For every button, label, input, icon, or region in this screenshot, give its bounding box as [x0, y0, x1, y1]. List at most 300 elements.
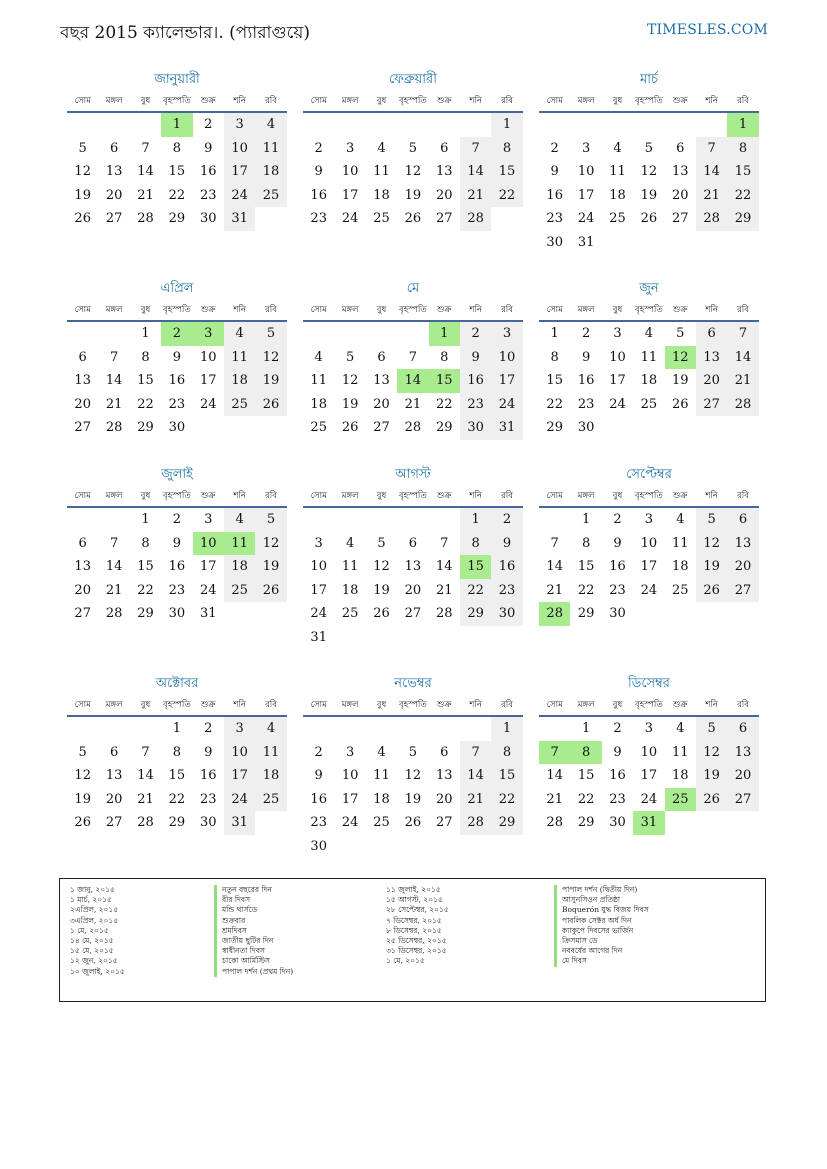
day-cell: 21: [435, 582, 453, 598]
week-row: [67, 160, 287, 184]
week-row: [539, 113, 759, 137]
day-cell: 21: [404, 396, 422, 412]
day-cell: 31: [224, 207, 255, 231]
weekday-label: সোম: [310, 305, 327, 315]
weekday-label: শুক্র: [673, 96, 688, 106]
empty-day-cell: [303, 322, 334, 346]
weekday-label: রবি: [265, 700, 277, 710]
day-cell: 10: [341, 164, 359, 180]
day-cell: 20: [671, 187, 689, 203]
day-cell: 4: [676, 721, 685, 736]
weekday-label: সোম: [74, 96, 91, 106]
empty-day-cell: [633, 231, 664, 255]
month-calendar: [303, 465, 523, 660]
day-cell: 29: [577, 815, 595, 831]
day-cell: 24: [609, 396, 626, 412]
legend-holiday-name: মন্ডি থার্সডে: [214, 905, 293, 915]
day-cell: 25: [255, 788, 286, 812]
day-cell: 12: [696, 741, 727, 765]
day-cell: 24: [341, 211, 359, 227]
day-cell: 23: [609, 582, 626, 598]
weekday-label: রবি: [501, 96, 513, 106]
weekday-label: বুধ: [376, 96, 387, 106]
empty-day-cell: [727, 416, 758, 440]
day-cell: 17: [199, 559, 217, 575]
empty-day-cell: [696, 231, 727, 255]
day-cell: 13: [435, 768, 453, 784]
day-cell: 24: [577, 211, 595, 227]
day-cell: 15: [137, 559, 154, 575]
day-cell: 19: [74, 791, 91, 807]
weekday-label: শুক্র: [437, 700, 452, 710]
day-cell: 22: [546, 396, 563, 412]
week-row: [539, 532, 759, 556]
month-calendar: [303, 70, 523, 265]
empty-day-cell: [429, 626, 460, 650]
legend-holiday-name: Boquerón যুদ্ধ বিজয় দিবস: [554, 905, 649, 915]
day-cell: 27: [105, 815, 123, 831]
weekday-label: রবি: [265, 305, 277, 315]
day-cell: 16: [460, 369, 491, 393]
empty-day-cell: [130, 717, 161, 741]
day-cell: 29: [137, 420, 154, 436]
weekday-label: বৃহস্পতি: [634, 491, 663, 501]
day-cell: 24: [640, 582, 658, 598]
week-row: [67, 532, 287, 556]
month-calendar: [539, 279, 759, 474]
month-name: এপ্রিল: [160, 281, 194, 296]
day-cell: 22: [491, 788, 522, 812]
legend-holiday-name: আসুনসিওন প্রতিষ্ঠা: [554, 895, 649, 905]
day-cell: 13: [373, 373, 390, 389]
day-cell: 14: [137, 768, 154, 784]
weekday-header: [303, 299, 523, 322]
legend-holiday-name: ক্যাকুপে দিবসের ভার্জিন: [554, 926, 649, 936]
month-calendar: [67, 70, 287, 265]
legend-holiday-name: জাতীয় ছুটির দিন: [214, 936, 293, 946]
empty-day-cell: [665, 416, 696, 440]
weekday-label: রবি: [737, 491, 749, 501]
day-cell: 1: [581, 512, 591, 527]
month-name: জানুয়ারী: [154, 72, 200, 87]
day-cell: 27: [74, 606, 91, 622]
day-cell: 2: [613, 512, 622, 527]
weekday-label: বুধ: [376, 491, 387, 501]
weekday-label: সোম: [74, 700, 91, 710]
day-cell: 26: [404, 211, 422, 227]
weekday-header: [67, 299, 287, 322]
weekday-label: সোম: [310, 700, 327, 710]
month-name: নভেম্বর: [394, 676, 432, 691]
day-cell: 12: [255, 532, 286, 556]
day-cell: 26: [671, 396, 689, 412]
weekday-label: রবি: [737, 96, 749, 106]
day-cell: 4: [613, 140, 622, 156]
day-cell: 22: [168, 187, 186, 203]
day-cell: 7: [550, 535, 559, 551]
weekday-label: শুক্র: [201, 491, 216, 501]
week-row: [539, 160, 759, 184]
weekday-label: বৃহস্পতি: [162, 491, 191, 501]
day-cell: 18: [255, 160, 286, 184]
legend-date: ১ মে, ২০১৫: [70, 925, 109, 935]
month-name: জুলাই: [161, 467, 193, 482]
weekday-label: বৃহস্পতি: [634, 305, 663, 315]
day-cell: 7: [141, 140, 150, 156]
day-cell: 21: [546, 582, 563, 598]
legend-date: ২এপ্রিল, ২০১৫: [70, 905, 119, 915]
day-cell: 27: [373, 420, 390, 436]
month-name: আগস্ট: [395, 467, 431, 482]
day-cell: 25: [373, 211, 390, 227]
day-cell: 17: [224, 764, 255, 788]
day-cell: 9: [550, 164, 559, 180]
day-cell: 1: [491, 113, 522, 137]
day-cell: 26: [341, 420, 359, 436]
day-cell: 20: [105, 187, 123, 203]
weekday-label: বুধ: [376, 700, 387, 710]
week-row: [303, 508, 523, 532]
day-cell: 31: [577, 234, 595, 250]
day-cell: 23: [199, 187, 217, 203]
legend-date: ৩এপ্রিল, ২০১৫: [70, 915, 119, 925]
empty-day-cell: [665, 602, 696, 626]
legend-date: ১৫ আগস্ট, ২০১৫: [386, 895, 443, 905]
empty-day-cell: [727, 602, 758, 626]
weekday-header: [303, 694, 523, 717]
day-cell: 4: [345, 535, 355, 551]
day-cell: 3: [491, 322, 522, 346]
day-cell: 16: [577, 373, 595, 389]
week-row: [67, 508, 287, 532]
day-cell: 18: [224, 555, 255, 579]
empty-day-cell: [98, 717, 129, 741]
week-row: [303, 602, 523, 626]
day-cell: 29: [435, 420, 453, 436]
day-cell: 11: [671, 535, 689, 551]
empty-day-cell: [491, 626, 522, 650]
empty-day-cell: [303, 113, 334, 137]
day-cell: 16: [609, 768, 626, 784]
week-row: [67, 322, 287, 346]
day-cell: 20: [696, 369, 727, 393]
empty-day-cell: [727, 231, 758, 255]
day-cell: 2: [550, 140, 559, 156]
day-cell: 6: [676, 140, 685, 156]
day-cell: 29: [727, 207, 758, 231]
day-cell: 29: [137, 606, 154, 622]
day-cell: 22: [577, 582, 595, 598]
legend-holiday-name: মে দিবস: [554, 956, 649, 966]
day-cell: 11: [255, 741, 286, 765]
day-cell: 17: [199, 373, 217, 389]
day-cell: 27: [671, 211, 689, 227]
empty-day-cell: [727, 811, 758, 835]
holiday-day-cell: 1: [429, 322, 460, 346]
empty-day-cell: [633, 602, 664, 626]
day-cell: 12: [341, 373, 359, 389]
empty-day-cell: [602, 113, 633, 137]
weekday-label: রবি: [501, 700, 513, 710]
day-cell: 10: [491, 346, 522, 370]
weekday-label: সোম: [546, 96, 563, 106]
week-row: [539, 322, 759, 346]
day-cell: 15: [546, 373, 563, 389]
day-cell: 15: [491, 764, 522, 788]
empty-day-cell: [334, 717, 365, 741]
day-cell: 9: [204, 140, 213, 156]
weekday-label: শুক্র: [437, 491, 452, 501]
day-cell: 20: [373, 396, 390, 412]
day-cell: 13: [404, 559, 422, 575]
day-cell: 15: [491, 160, 522, 184]
weekday-label: মঙ্গল: [341, 96, 359, 106]
holiday-day-cell: 25: [665, 788, 696, 812]
week-row: [539, 717, 759, 741]
week-row: [303, 207, 523, 231]
empty-day-cell: [429, 113, 460, 137]
day-cell: 25: [224, 393, 255, 417]
weekday-header: [539, 90, 759, 113]
day-cell: 13: [74, 373, 91, 389]
empty-day-cell: [429, 508, 460, 532]
day-cell: 14: [435, 559, 453, 575]
day-cell: 13: [105, 768, 123, 784]
empty-day-cell: [334, 322, 365, 346]
day-cell: 7: [460, 137, 491, 161]
day-cell: 26: [255, 579, 286, 603]
day-cell: 31: [491, 416, 522, 440]
empty-day-cell: [303, 717, 334, 741]
empty-day-cell: [397, 113, 428, 137]
day-cell: 28: [727, 393, 758, 417]
weekday-label: মঙ্গল: [105, 700, 123, 710]
weekday-header: [539, 485, 759, 508]
day-cell: 19: [255, 555, 286, 579]
day-cell: 9: [172, 349, 181, 365]
weekday-label: শনি: [233, 491, 246, 501]
day-cell: 8: [727, 137, 758, 161]
empty-day-cell: [460, 835, 491, 859]
day-cell: 27: [696, 393, 727, 417]
legend-names-column-1: [214, 885, 293, 977]
week-row: [303, 137, 523, 161]
week-row: [303, 160, 523, 184]
day-cell: 13: [435, 164, 453, 180]
day-cell: 7: [727, 322, 758, 346]
day-cell: 8: [141, 349, 150, 365]
day-cell: 3: [345, 140, 355, 156]
day-cell: 2: [204, 117, 213, 132]
day-cell: 26: [74, 815, 91, 831]
day-cell: 28: [460, 207, 491, 231]
holiday-day-cell: 15: [429, 369, 460, 393]
weekday-label: মঙ্গল: [341, 491, 359, 501]
weekday-label: মঙ্গল: [577, 491, 595, 501]
day-cell: 9: [172, 535, 181, 551]
day-cell: 23: [491, 579, 522, 603]
day-cell: 21: [105, 396, 123, 412]
legend-date: ৮ ডিসেম্বর, ২০১৫: [386, 925, 442, 935]
legend-holiday-name: শুক্রবার: [214, 916, 293, 926]
day-cell: 3: [345, 744, 355, 760]
day-cell: 11: [609, 164, 626, 180]
week-row: [539, 555, 759, 579]
legend-holiday-name: চাকো আর্মিস্টিস: [214, 956, 293, 966]
day-cell: 17: [609, 373, 626, 389]
day-cell: 11: [224, 346, 255, 370]
month-name: সেপ্টেম্বর: [626, 467, 672, 482]
day-cell: 5: [676, 326, 685, 341]
day-cell: 17: [224, 160, 255, 184]
weekday-label: বৃহস্পতি: [634, 700, 663, 710]
week-row: [303, 555, 523, 579]
empty-day-cell: [633, 416, 664, 440]
week-row: [303, 113, 523, 137]
day-cell: 9: [460, 346, 491, 370]
empty-day-cell: [334, 835, 365, 859]
page-title: বছর 2015 ক্যালেন্ডার।. (প্যারাগুয়ে): [60, 23, 311, 43]
week-row: [67, 764, 287, 788]
day-cell: 19: [696, 555, 727, 579]
day-cell: 29: [168, 211, 186, 227]
empty-day-cell: [539, 113, 570, 137]
weekday-label: সোম: [310, 96, 327, 106]
weekday-label: বৃহস্পতি: [162, 96, 191, 106]
legend-date: ৩১ ডিসেম্বর, ২০১৫: [386, 946, 447, 956]
weekday-label: শুক্র: [673, 491, 688, 501]
week-row: [303, 322, 523, 346]
day-cell: 17: [341, 187, 359, 203]
empty-day-cell: [665, 231, 696, 255]
day-cell: 19: [671, 373, 689, 389]
day-cell: 11: [373, 164, 390, 180]
week-row: [539, 579, 759, 603]
day-cell: 8: [172, 744, 181, 760]
day-cell: 4: [377, 140, 386, 156]
day-cell: 27: [74, 420, 91, 436]
day-cell: 15: [137, 373, 154, 389]
day-cell: 6: [727, 508, 758, 532]
holiday-day-cell: 7: [539, 741, 570, 765]
weekday-label: বৃহস্পতি: [162, 305, 191, 315]
day-cell: 20: [105, 791, 123, 807]
weekday-label: বৃহস্পতি: [634, 96, 663, 106]
day-cell: 11: [640, 349, 658, 365]
weekday-label: বুধ: [140, 700, 151, 710]
month-name: অক্টোবর: [155, 676, 199, 691]
weekday-label: মঙ্গল: [577, 96, 595, 106]
month-name: ডিসেম্বর: [628, 676, 670, 691]
weekday-label: শুক্র: [437, 96, 452, 106]
day-cell: 6: [109, 744, 119, 760]
weekday-label: রবি: [501, 491, 513, 501]
holiday-day-cell: 1: [727, 113, 758, 137]
day-cell: 2: [314, 744, 323, 760]
day-cell: 4: [224, 508, 255, 532]
day-cell: 30: [609, 606, 626, 622]
day-cell: 20: [727, 555, 758, 579]
day-cell: 6: [440, 744, 449, 760]
day-cell: 8: [491, 741, 522, 765]
holiday-day-cell: 10: [193, 532, 224, 556]
week-row: [303, 764, 523, 788]
day-cell: 7: [460, 741, 491, 765]
weekday-label: রবি: [737, 700, 749, 710]
week-row: [303, 416, 523, 440]
day-cell: 9: [314, 768, 323, 784]
day-cell: 24: [224, 184, 255, 208]
day-cell: 25: [310, 420, 327, 436]
holiday-day-cell: 8: [570, 741, 601, 765]
day-cell: 20: [404, 582, 422, 598]
month-calendar: [303, 674, 523, 869]
legend-holiday-name: স্বাধীনতা দিবস: [214, 946, 293, 956]
holiday-day-cell: 3: [193, 322, 224, 346]
week-row: [539, 811, 759, 835]
day-cell: 2: [172, 512, 181, 527]
day-cell: 29: [491, 811, 522, 835]
weekday-label: বুধ: [612, 96, 623, 106]
day-cell: 12: [404, 164, 422, 180]
holiday-day-cell: 2: [161, 322, 192, 346]
empty-day-cell: [255, 416, 286, 440]
legend-date: ১ জানু, ২০১৫: [70, 885, 115, 894]
day-cell: 7: [141, 744, 150, 760]
day-cell: 14: [137, 164, 154, 180]
weekday-label: শুক্র: [673, 305, 688, 315]
day-cell: 12: [74, 164, 91, 180]
day-cell: 12: [373, 559, 390, 575]
empty-day-cell: [334, 113, 365, 137]
day-cell: 5: [377, 535, 386, 551]
week-row: [67, 741, 287, 765]
day-cell: 18: [373, 187, 390, 203]
day-cell: 14: [727, 346, 758, 370]
legend-holiday-name: ক্রিসমাস ডে: [554, 936, 649, 946]
day-cell: 9: [314, 164, 323, 180]
day-cell: 26: [74, 211, 91, 227]
weekday-label: রবি: [265, 491, 277, 501]
day-cell: 3: [644, 721, 653, 736]
day-cell: 30: [310, 838, 327, 854]
day-cell: 11: [671, 744, 689, 760]
legend-date: ১ মে, ২০১৫: [386, 956, 425, 966]
day-cell: 5: [408, 744, 417, 760]
day-cell: 2: [204, 721, 213, 736]
empty-day-cell: [633, 113, 664, 137]
day-cell: 19: [640, 187, 658, 203]
day-cell: 20: [435, 187, 453, 203]
day-cell: 27: [435, 815, 453, 831]
weekday-header: [539, 299, 759, 322]
weekday-header: [67, 694, 287, 717]
empty-day-cell: [602, 231, 633, 255]
day-cell: 14: [105, 559, 123, 575]
day-cell: 28: [137, 211, 154, 227]
month-name: ফেব্রুয়ারী: [389, 72, 437, 87]
legend-names-column-2: [554, 885, 649, 967]
day-cell: 16: [168, 559, 186, 575]
day-cell: 3: [581, 140, 591, 156]
day-cell: 2: [460, 322, 491, 346]
day-cell: 13: [105, 164, 123, 180]
day-cell: 23: [199, 791, 217, 807]
day-cell: 13: [727, 741, 758, 765]
day-cell: 6: [727, 717, 758, 741]
site-brand[interactable]: TIMESLES.COM: [647, 22, 768, 38]
day-cell: 17: [310, 582, 327, 598]
